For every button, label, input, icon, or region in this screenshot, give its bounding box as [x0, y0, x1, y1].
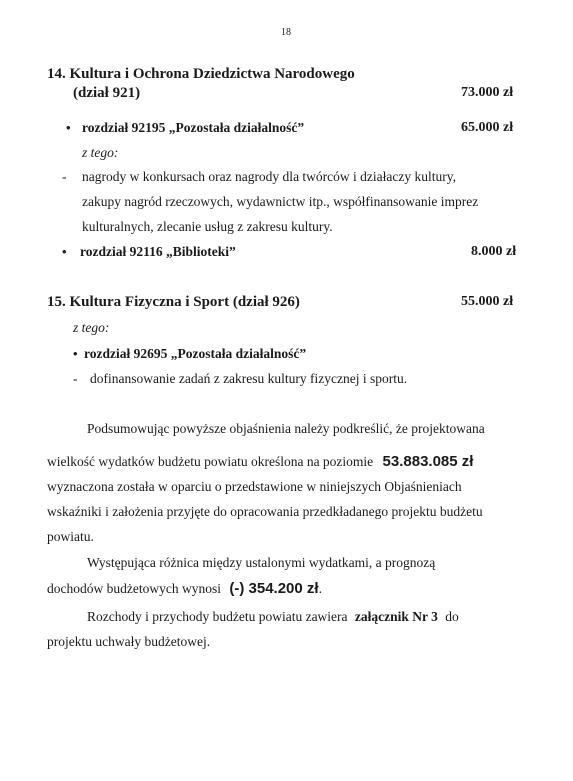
section-15-heading: 15. Kultura Fizyczna i Sport (dział 926) — [47, 294, 300, 310]
bullet-icon: • — [62, 244, 67, 259]
section-14-sub1-label: rozdział 92195 „Pozostała działalność” — [82, 120, 305, 135]
section-14-heading: 14. Kultura i Ochrona Dziedzictwa Narodowego — [47, 66, 355, 82]
attachment-reference: załącznik Nr 3 — [354, 609, 438, 624]
total-expenditure-amount: 53.883.085 zł — [382, 453, 474, 470]
section-14-item-line2: zakupy nagród rzeczowych, wydawnictw itp., współfinansowanie imprez — [82, 194, 479, 209]
summary-line5: powiatu. — [47, 529, 94, 544]
dash-marker: - — [62, 169, 67, 184]
difference-amount: (-) 354.200 zł — [229, 580, 319, 597]
bullet-icon: • — [66, 120, 71, 135]
page-number: 18 — [281, 27, 291, 38]
attachment-line1-end: do — [445, 609, 459, 624]
bullet-icon: • — [73, 346, 78, 361]
summary-line1: Podsumowując powyższe objaśnienia należy podkreślić, że projektowana — [87, 421, 485, 436]
section-14-z-tego: z tego: — [82, 145, 119, 160]
section-14-item-line3: kulturalnych, zlecanie usług z zakresu kultury. — [82, 219, 333, 234]
section-15-amount: 55.000 zł — [461, 294, 514, 309]
summary-line2 — [47, 453, 473, 470]
attachment-line1-text: Rozchody i przychody budżetu powiatu zawiera — [87, 609, 348, 624]
attachment-line1 — [87, 609, 459, 625]
section-15-item: dofinansowanie zadań z zakresu kultury fizycznej i sportu. — [90, 371, 408, 386]
difference-line2 — [47, 580, 322, 597]
section-15-z-tego: z tego: — [73, 320, 110, 335]
difference-line2-text: dochodów budżetowych wynosi — [47, 581, 221, 596]
difference-line1: Występująca różnica między ustalonymi wydatkami, a prognozą — [87, 555, 436, 570]
section-14-sub2-amount: 8.000 zł — [471, 244, 517, 259]
section-14-sub2-label: rozdział 92116 „Biblioteki” — [80, 244, 236, 259]
difference-period: . — [318, 581, 322, 596]
section-14-sub1-amount: 65.000 zł — [461, 120, 514, 135]
summary-line3: wyznaczona została w oparciu o przedstawione w niniejszych Objaśnieniach — [47, 479, 462, 494]
section-15-sub1-label: rozdział 92695 „Pozostała działalność” — [84, 346, 307, 361]
section-14-amount: 73.000 zł — [461, 85, 514, 100]
section-14-heading-line2: (dział 921) — [73, 85, 141, 101]
summary-line2-text: wielkość wydatków budżetu powiatu określona na poziomie — [47, 454, 374, 469]
dash-marker: - — [73, 371, 78, 386]
section-14-item-line1: nagrody w konkursach oraz nagrody dla twórców i działaczy kultury, — [82, 169, 456, 184]
summary-line4: wskaźniki i założenia przyjęte do opracowania przedkładanego projektu budżetu — [47, 504, 483, 519]
attachment-line2: projektu uchwały budżetowej. — [47, 634, 211, 649]
